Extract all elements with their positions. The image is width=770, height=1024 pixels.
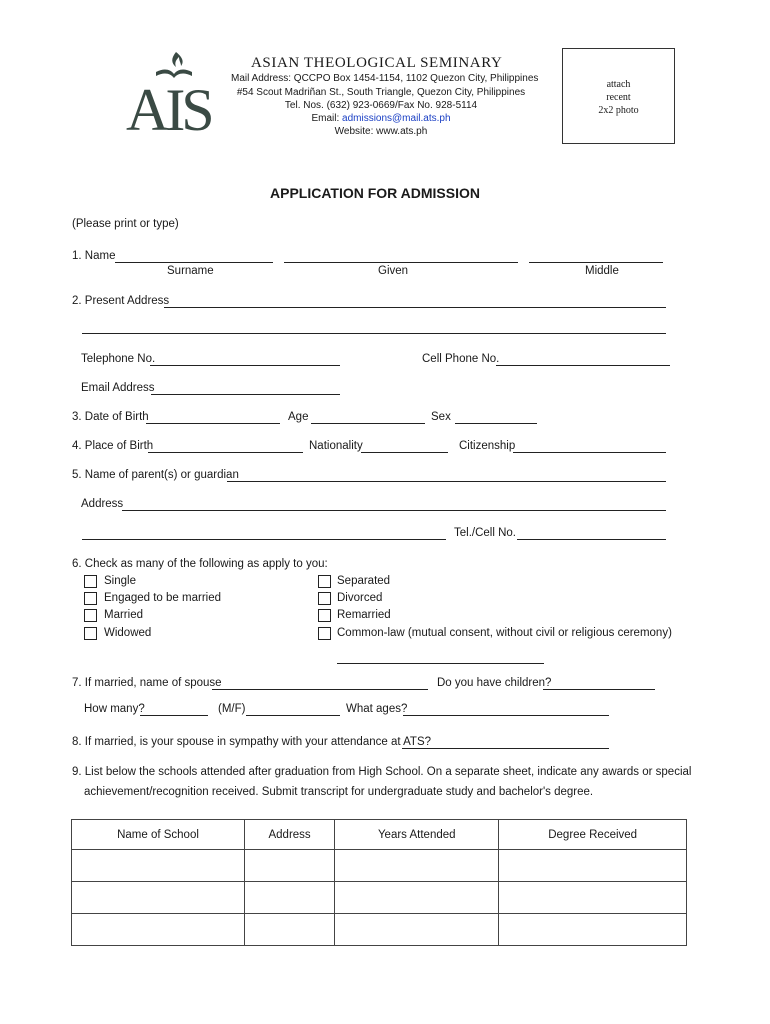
table-cell[interactable]	[335, 882, 499, 914]
separated-label: Separated	[337, 575, 391, 587]
address-field-2[interactable]	[82, 333, 666, 334]
photo-text-3: 2x2 photo	[598, 105, 639, 116]
pob-field[interactable]	[148, 452, 303, 453]
telephone-label: Telephone No.	[81, 353, 156, 365]
logo-text: AIS	[126, 77, 211, 138]
header-degree-received: Degree Received	[499, 820, 687, 850]
address-label: 2. Present Address	[72, 295, 170, 307]
schools-table	[71, 819, 687, 946]
common-law-label: Common-law (mutual consent, without civil or religious ceremony)	[337, 627, 672, 639]
table-cell[interactable]	[335, 914, 499, 946]
guardian-address-field-2[interactable]	[82, 539, 446, 540]
age-field[interactable]	[311, 423, 425, 424]
website-info: Website: www.ats.ph	[334, 126, 428, 137]
ages-label: What ages?	[346, 703, 408, 715]
address-field-1[interactable]	[164, 307, 666, 308]
telephone-field[interactable]	[150, 365, 340, 366]
other-status-field[interactable]	[337, 663, 544, 664]
header-name-of-school: Name of School	[72, 820, 245, 850]
sex-label: Sex	[431, 411, 451, 423]
surname-caption: Surname	[167, 265, 214, 277]
guardian-address-label: Address	[81, 498, 124, 510]
spouse-label: 7. If married, name of spouse	[72, 677, 222, 689]
email-address-label: Email Address	[81, 382, 155, 394]
children-field[interactable]	[543, 689, 655, 690]
single-label: Single	[104, 575, 136, 587]
table-cell[interactable]	[244, 914, 334, 946]
table-cell[interactable]	[499, 850, 687, 882]
mf-label: (M/F)	[218, 703, 246, 715]
surname-field[interactable]	[115, 262, 273, 263]
street-address: #54 Scout Madriñan St., South Triangle, Quezon City, Philippines	[236, 87, 526, 98]
table-cell[interactable]	[72, 850, 245, 882]
email-info	[231, 113, 531, 124]
sex-field[interactable]	[455, 423, 537, 424]
name-label: 1. Name	[72, 250, 116, 262]
guardian-address-field-1[interactable]	[122, 510, 666, 511]
dob-label: 3. Date of Birth	[72, 411, 149, 423]
table-cell[interactable]	[244, 850, 334, 882]
single-checkbox[interactable]	[84, 575, 97, 588]
guardian-label: 5. Name of parent(s) or guardian	[72, 469, 239, 481]
ats-logo	[124, 50, 220, 138]
email-prefix: Email:	[311, 113, 343, 124]
widowed-checkbox[interactable]	[84, 627, 97, 640]
table-row	[72, 850, 687, 882]
separated-checkbox[interactable]	[318, 575, 331, 588]
middle-caption: Middle	[585, 265, 619, 277]
header-years-attended: Years Attended	[335, 820, 499, 850]
sympathy-field[interactable]	[402, 748, 609, 749]
sympathy-label: 8. If married, is your spouse in sympathy with your attendance at ATS?	[72, 736, 432, 748]
nationality-label: Nationality	[309, 440, 363, 452]
form-title: APPLICATION FOR ADMISSION	[270, 185, 480, 201]
header-address: Address	[244, 820, 334, 850]
table-cell[interactable]	[244, 882, 334, 914]
mf-field[interactable]	[246, 715, 340, 716]
schools-instruction-1: 9. List below the schools attended after graduation from High School. On a separate sheet, indicate any awards or special	[72, 766, 692, 778]
telcell-field[interactable]	[517, 539, 666, 540]
schools-table-header	[72, 820, 687, 850]
table-cell[interactable]	[499, 914, 687, 946]
how-many-field[interactable]	[140, 715, 208, 716]
email-link[interactable]: admissions@mail.ats.ph	[342, 113, 451, 124]
table-row	[72, 882, 687, 914]
telephone-info: Tel. Nos. (632) 923-0669/Fax No. 928-5114	[284, 100, 478, 111]
status-label: 6. Check as many of the following as apply to you:	[72, 558, 328, 570]
photo-text-2: recent	[606, 92, 631, 103]
citizenship-field[interactable]	[513, 452, 666, 453]
divorced-checkbox[interactable]	[318, 592, 331, 605]
middle-name-field[interactable]	[529, 262, 663, 263]
divorced-label: Divorced	[337, 592, 383, 604]
given-name-field[interactable]	[284, 262, 518, 263]
common-law-checkbox[interactable]	[318, 627, 331, 640]
children-label: Do you have children?	[437, 677, 552, 689]
widowed-label: Widowed	[104, 627, 152, 639]
married-label: Married	[104, 609, 143, 621]
seminary-title: ASIAN THEOLOGICAL SEMINARY	[251, 55, 503, 71]
photo-text-1: attach	[606, 79, 631, 90]
pob-label: 4. Place of Birth	[72, 440, 154, 452]
telcell-label: Tel./Cell No.	[454, 527, 516, 539]
age-label: Age	[288, 411, 309, 423]
email-field[interactable]	[151, 394, 340, 395]
table-cell[interactable]	[335, 850, 499, 882]
table-row	[72, 914, 687, 946]
schools-instruction-2: achievement/recognition received. Submit transcript for undergraduate study and bachelor's degree.	[84, 786, 594, 798]
photo-box	[562, 48, 675, 144]
married-checkbox[interactable]	[84, 609, 97, 622]
remarried-checkbox[interactable]	[318, 609, 331, 622]
how-many-label: How many?	[84, 703, 145, 715]
guardian-field[interactable]	[227, 481, 666, 482]
engaged-label: Engaged to be married	[104, 592, 221, 604]
instruction: (Please print or type)	[72, 218, 179, 230]
table-cell[interactable]	[499, 882, 687, 914]
dob-field[interactable]	[146, 423, 280, 424]
spouse-field[interactable]	[212, 689, 428, 690]
engaged-checkbox[interactable]	[84, 592, 97, 605]
given-caption: Given	[378, 265, 409, 277]
table-cell[interactable]	[72, 914, 245, 946]
ages-field[interactable]	[403, 715, 609, 716]
citizenship-label: Citizenship	[459, 440, 516, 452]
cell-label: Cell Phone No.	[422, 353, 500, 365]
table-cell[interactable]	[72, 882, 245, 914]
cell-field[interactable]	[496, 365, 670, 366]
mail-address: Mail Address: QCCPO Box 1454-1154, 1102 Quezon City, Philippines	[231, 73, 539, 84]
remarried-label: Remarried	[337, 609, 391, 621]
nationality-field[interactable]	[361, 452, 448, 453]
